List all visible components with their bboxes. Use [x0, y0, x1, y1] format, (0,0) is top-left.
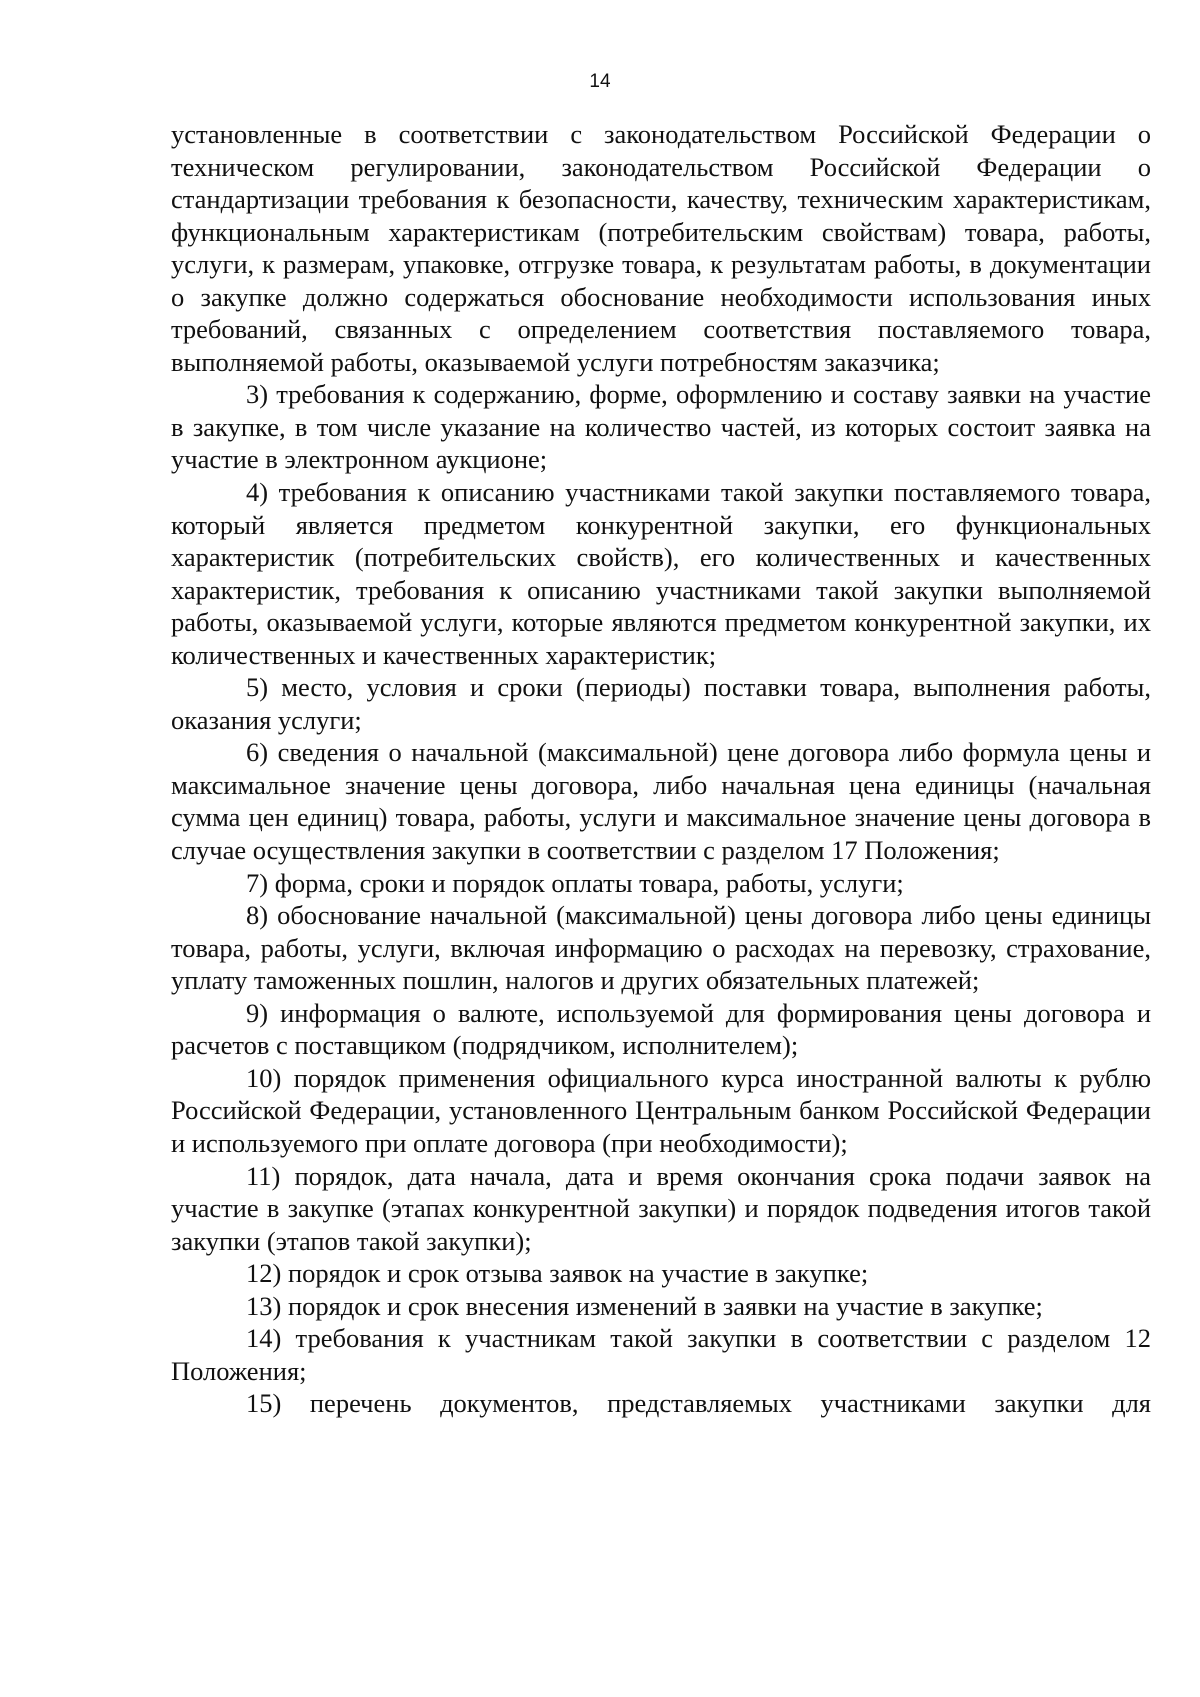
list-item-11: 11) порядок, дата начала, дата и время окончания срока подачи заявок на участие в закупке (этапах конкурентной закупки) и порядок подведения итогов такой закупки (этапов такой закупки);	[171, 1160, 1151, 1256]
list-item-15: 15) перечень документов, представляемых участниками закупки для	[246, 1388, 1151, 1419]
list-item-14: 14) требования к участникам такой закупки в соответствии с разделом 12 Положения;	[171, 1323, 1151, 1386]
list-item-9: 9) информация о валюте, используемой для формирования цены договора и расчетов с поставщиком (подрядчиком, исполнителем);	[171, 997, 1151, 1061]
list-item-8: 8) обоснование начальной (максимальной) цены договора либо цены единицы товара, работы, услуги, включая информацию о расходах на перевозку, страхование, уплату таможенных пошлин, налогов и других обязательных платежей;	[171, 900, 1151, 996]
list-item-12: 12) порядок и срок отзыва заявок на участие в закупке;	[246, 1258, 869, 1289]
list-item-5: 5) место, условия и сроки (периоды) поставки товара, выполнения работы, оказания услуги;	[171, 672, 1151, 735]
page-number: 14	[589, 71, 611, 92]
list-item-4: 4) требования к описанию участниками такой закупки поставляемого товара, который является предметом конкурентной закупки, его функциональных характеристик (потребительских свойств), его количественных и качественных характеристик, требования к описанию участниками такой закупки выполняемой работы, оказываемой услуги, которые являются предметом конкурентной закупки, их количественных и качественных характеристик;	[171, 477, 1151, 670]
list-item-3: 3) требования к содержанию, форме, оформлению и составу заявки на участие в закупке, в том числе указание на количество частей, из которых состоит заявка на участие в электронном аукционе;	[171, 379, 1151, 475]
list-item-7: 7) форма, сроки и порядок оплаты товара, работы, услуги;	[246, 867, 904, 898]
list-item-10: 10) порядок применения официального курса иностранной валюты к рублю Российской Федерации, установленного Центральным банком Российской Федерации и используемого при оплате договора (при необходимости);	[171, 1062, 1151, 1158]
paragraph-continuation: установленные в соответствии с законодательством Российской Федерации о техническом регулировании, законодательством Российской Федерации о стандартизации требования к безопасности, качеству, техническим характеристикам, функциональным характеристикам (потребительским свойствам) товара, работы, услуги, к размерам, упаковке, отгрузке товара, к результатам работы, в документации о закупке должно содержаться обоснование необходимости использования иных требований, связанных с определением соответствия поставляемого товара, выполняемой работы, оказываемой услуги потребностям заказчика;	[171, 119, 1151, 377]
document-body	[171, 118, 1151, 1420]
list-item-6: 6) сведения о начальной (максимальной) цене договора либо формула цены и максимальное значение цены договора, либо начальная цена единицы (начальная сумма цен единиц) товара, работы, услуги и максимальное значение цены договора в случае осуществления закупки в соответствии с разделом 17 Положения;	[171, 737, 1151, 866]
list-item-13: 13) порядок и срок внесения изменений в заявки на участие в закупке;	[246, 1290, 1043, 1321]
